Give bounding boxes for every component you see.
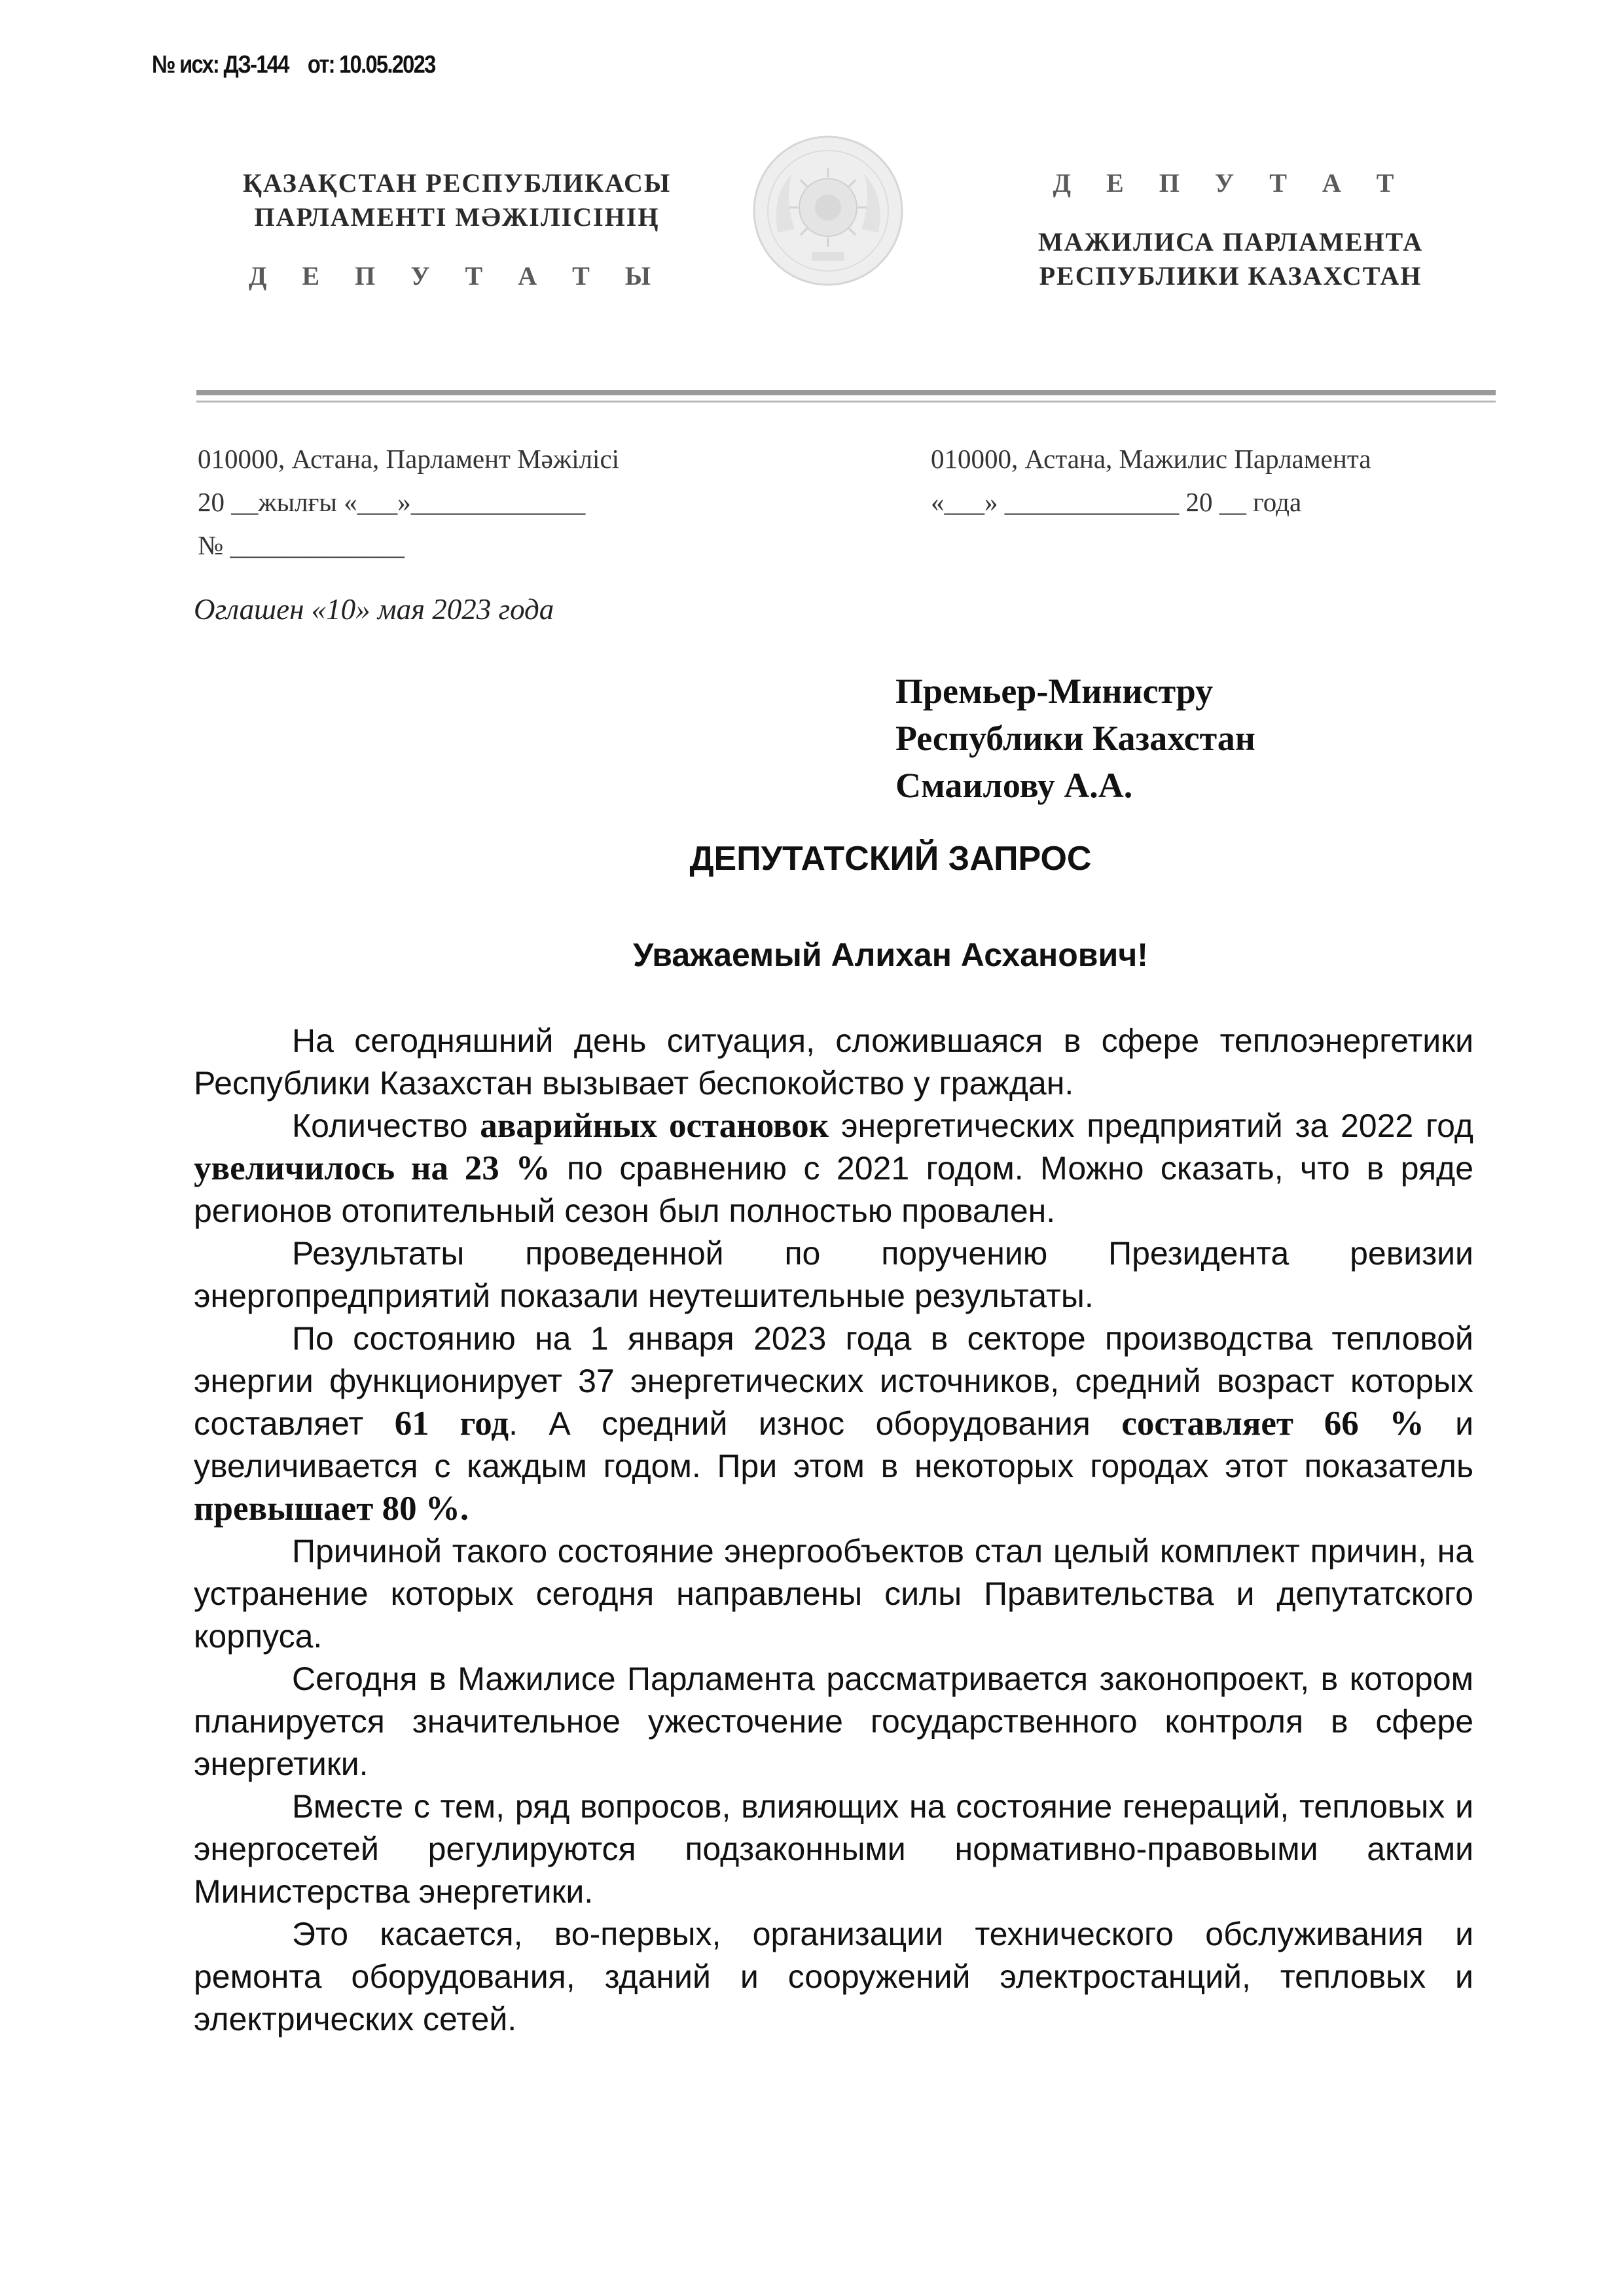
state-emblem-icon	[751, 134, 905, 287]
paragraph-4-emphasis-a: 61 год	[394, 1405, 509, 1443]
address-left-line2: 20 __жылғы «___»_____________	[198, 487, 586, 517]
paragraph-1: На сегодняшний день ситуация, сложившаяся в сфере теплоэнергетики Республики Казахстан вызывает беспокойство у граждан.	[194, 1022, 1473, 1102]
paragraph-4-text-b: . А средний износ оборудования	[509, 1405, 1122, 1442]
paragraph-6: Сегодня в Мажилисе Парламента рассматривается законопроект, в котором планируется значительное ужесточение государственного контроля в сфере энергетики.	[194, 1660, 1473, 1782]
letterhead-right-line2: МАЖИЛИСА ПАРЛАМЕНТА	[1038, 227, 1424, 257]
letterhead-left-line2: ПАРЛАМЕНТІ МӘЖІЛІСІНІҢ	[254, 202, 660, 232]
addressee-line3: Смаилову А.А.	[895, 766, 1133, 805]
paragraph-8: Это касается, во-первых, организации технического обслуживания и ремонта оборудования, зданий и сооружений электростанций, тепловых и электрических сетей.	[194, 1916, 1473, 2037]
paragraph-2	[194, 1105, 1473, 1232]
outgoing-number: № исх: ДЗ-144	[152, 51, 289, 79]
address-right-line1: 010000, Астана, Мажилис Парламента	[931, 444, 1371, 474]
announcement-date: Оглашен «10» мая 2023 года	[194, 593, 554, 626]
address-right-line2: «___» _____________ 20 __ года	[931, 487, 1302, 517]
letterhead-right-line3: РЕСПУБЛИКИ КАЗАХСТАН	[1039, 261, 1422, 291]
letterhead-left-deputy: Д Е П У Т А Т Ы	[248, 261, 666, 291]
paragraph-4-emphasis-c: превышает 80 %.	[194, 1490, 469, 1528]
letterhead-right-deputy: Д Е П У Т А Т	[1053, 168, 1409, 198]
address-block-right	[931, 437, 1371, 524]
address-left-line3: № _____________	[198, 530, 405, 560]
paragraph-4-text-c: и увеличивается с каждым годом. При этом в некоторых городах этот показатель	[194, 1405, 1474, 1484]
header-divider	[196, 390, 1496, 395]
letterhead-right	[995, 166, 1466, 293]
paragraph-2-text-b: энергетических предприятий за 2022 год	[829, 1107, 1473, 1144]
document-title: ДЕПУТАТСКИЙ ЗАПРОС	[689, 840, 1092, 878]
addressee-block	[895, 668, 1255, 809]
address-block-left	[198, 437, 619, 567]
letterhead-left-line1: ҚАЗАҚСТАН РЕСПУБЛИКАСЫ	[242, 168, 672, 198]
salutation: Уважаемый Алихан Асханович!	[633, 937, 1148, 973]
letterhead-left	[202, 166, 712, 293]
paragraph-2-emphasis-a: аварийных остановок	[480, 1107, 829, 1145]
paragraph-5: Причиной такого состояние энергообъектов стал целый комплект причин, на устранение которых сегодня направлены силы Правительства и депутатского корпуса.	[194, 1533, 1473, 1655]
paragraph-2-text-c: по сравнению с 2021 годом. Можно сказать, что в ряде регионов отопительный сезон был полностью провален.	[194, 1150, 1473, 1229]
paragraph-2-emphasis-b: увеличилось на 23 %	[194, 1149, 550, 1187]
addressee-line1: Премьер-Министру	[895, 672, 1214, 711]
paragraph-2-text-a: Количество	[292, 1107, 480, 1144]
paragraph-4-emphasis-b: составляет 66 %	[1121, 1405, 1424, 1443]
paragraph-4	[194, 1318, 1473, 1530]
paragraph-4-text-a: По состоянию на 1 января 2023 года в секторе производства тепловой энергии функционирует 37 энергетических источников, средний возраст которых составляет	[194, 1320, 1473, 1442]
header-divider-thin	[196, 401, 1496, 403]
letter-body	[194, 1020, 1473, 2041]
outgoing-reference	[152, 51, 435, 79]
address-left-line1: 010000, Астана, Парламент Мәжілісі	[198, 444, 620, 474]
paragraph-7: Вместе с тем, ряд вопросов, влияющих на состояние генераций, тепловых и энергосетей регулируются подзаконными нормативно-правовыми актами Министерства энергетики.	[194, 1788, 1473, 1910]
outgoing-date: от: 10.05.2023	[307, 51, 435, 79]
addressee-line2: Республики Казахстан	[895, 719, 1255, 758]
paragraph-3: Результаты проведенной по поручению Президента ревизии энергопредприятий показали неутешительные результаты.	[194, 1235, 1473, 1314]
